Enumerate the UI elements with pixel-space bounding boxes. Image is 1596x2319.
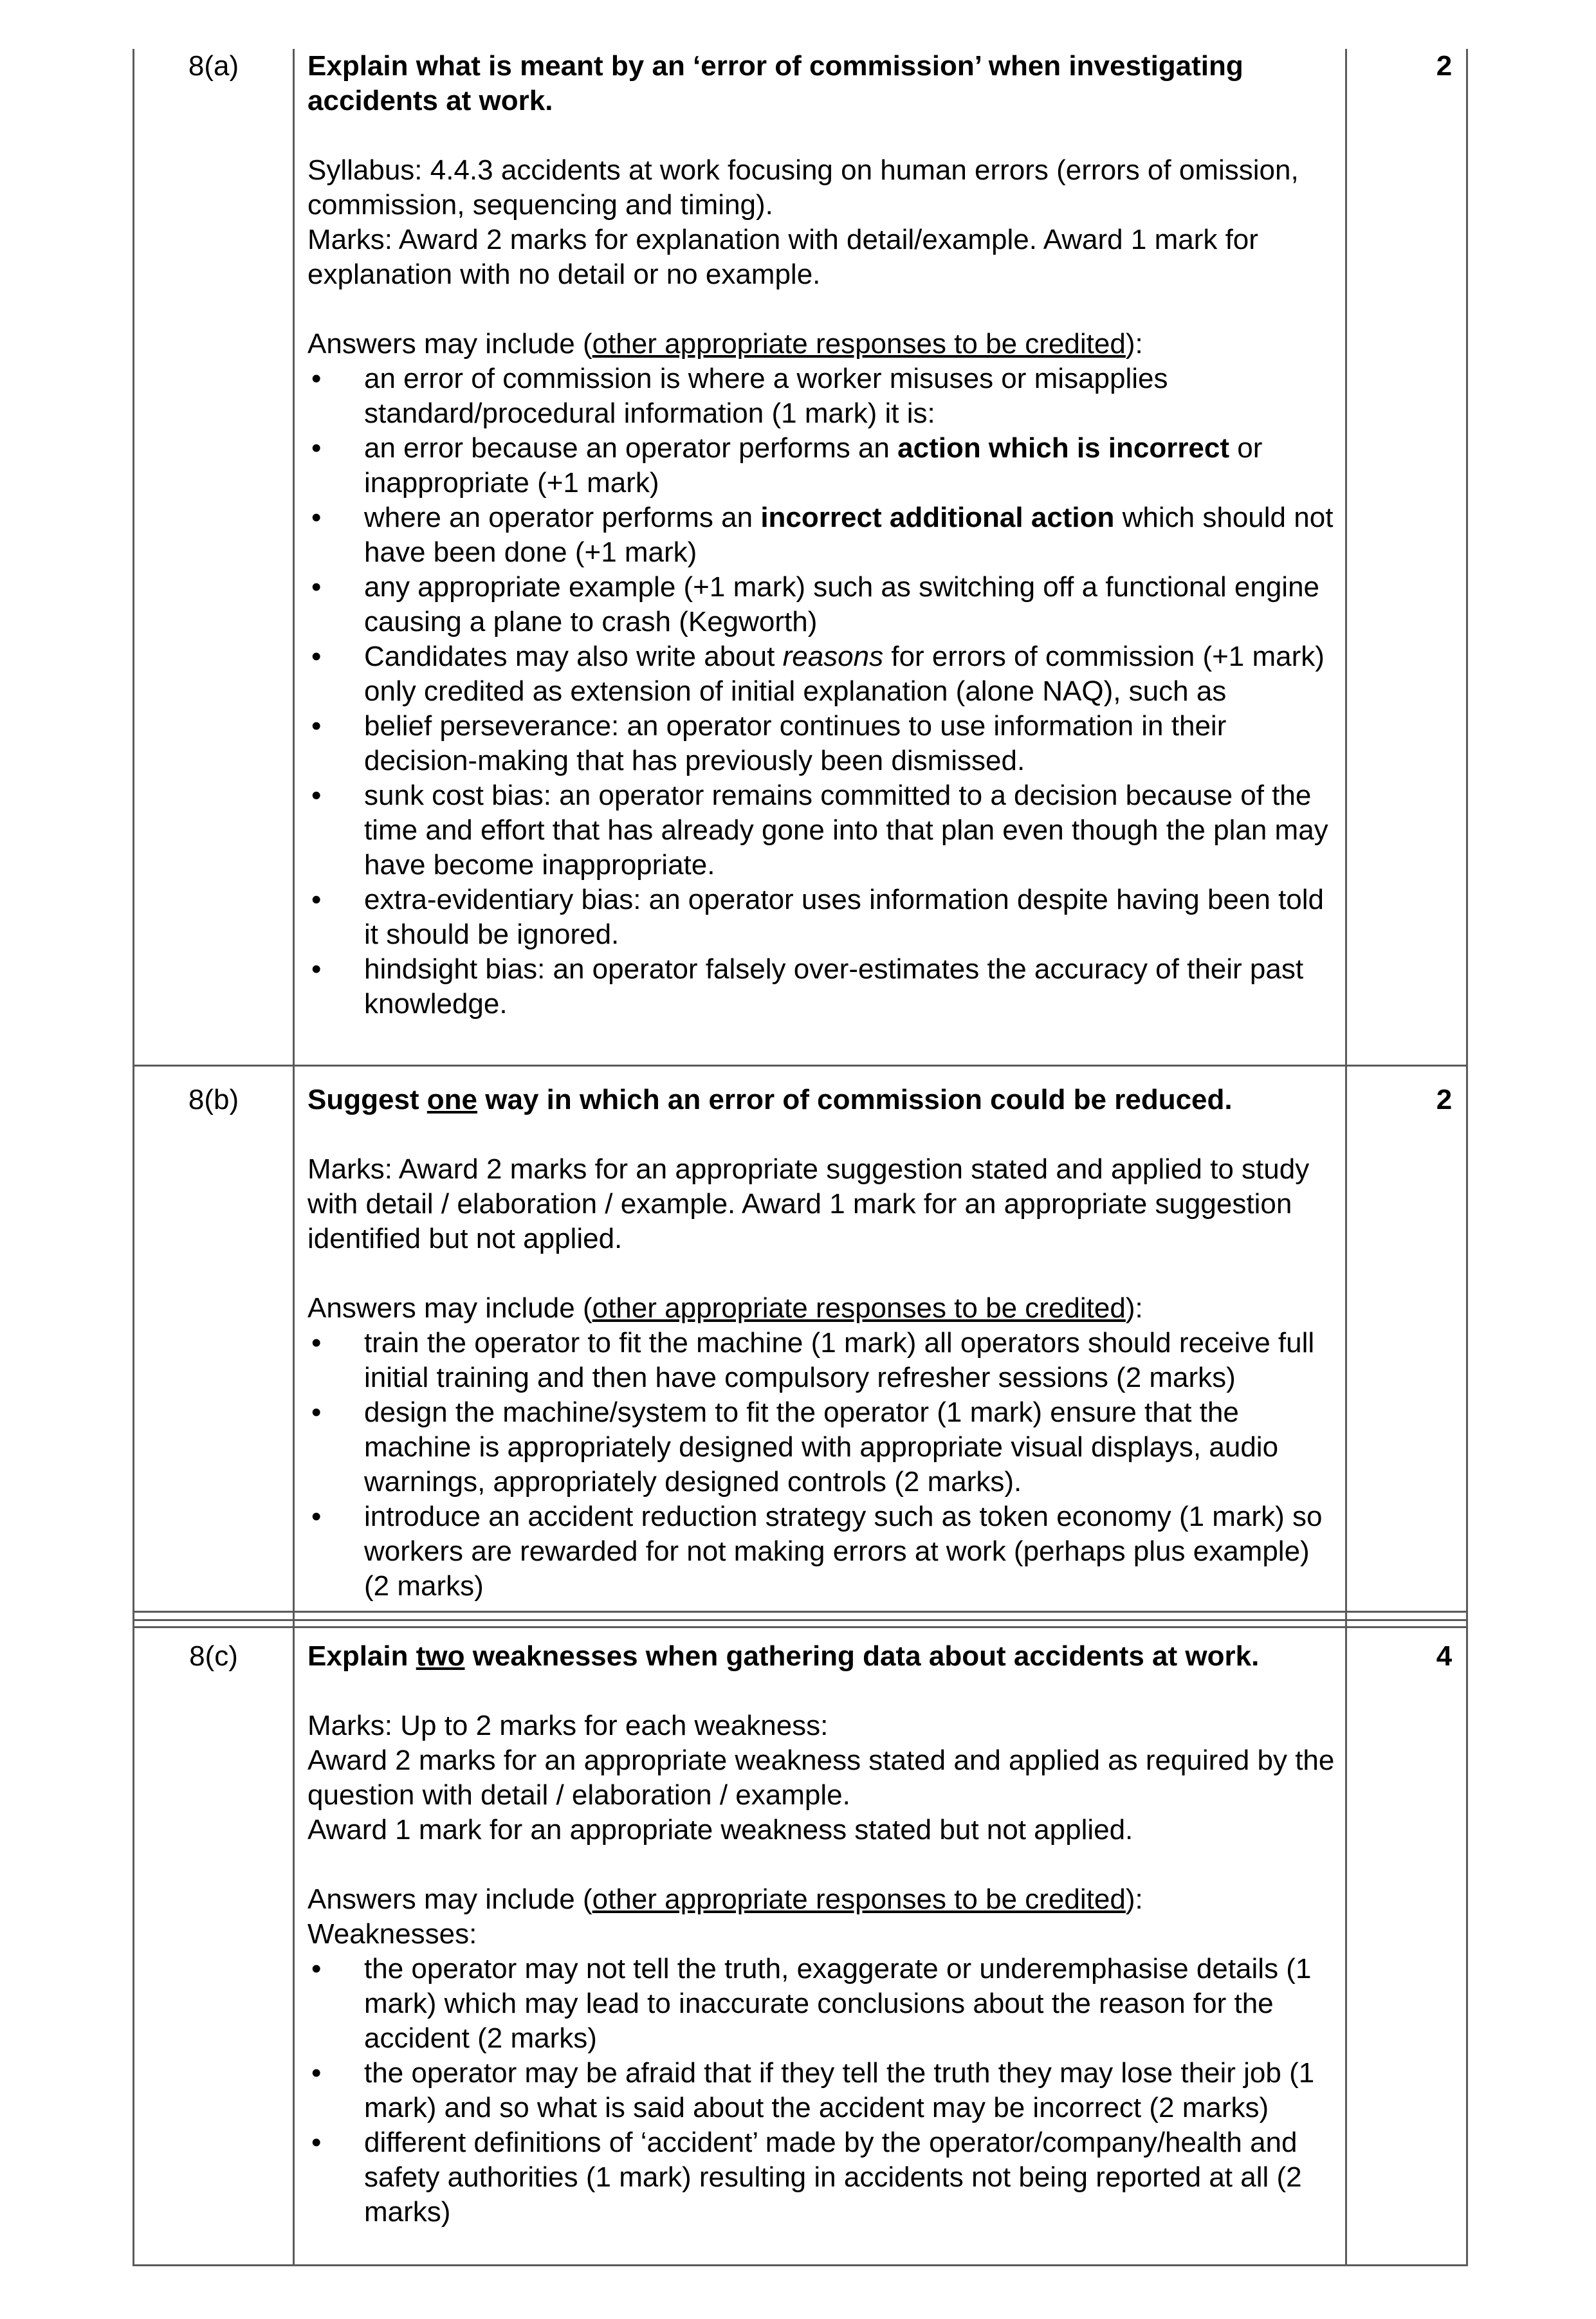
list-item: • any appropriate example (+1 mark) such as switching off a functional engine causing a plane to crash (Kegworth) [311, 571, 1320, 637]
answers-intro: Answers may include (other appropriate responses to be credited): [307, 328, 1143, 360]
row-divider-b-bottom [133, 1619, 1468, 1621]
question-mark-total: 2 [1436, 1084, 1453, 1115]
table-border-left [133, 49, 134, 2266]
list-item: • the operator may be afraid that if they tell the truth they may lose their job (1 mark) and so what is said about the accident may be incorrect (2 marks) [311, 2057, 1315, 2123]
marks-guidance: Award 2 marks for an appropriate weakness stated and applied as required by the question with detail / elaboration / example. [307, 1745, 1335, 1811]
table-border-right [1466, 49, 1468, 2266]
list-item: • different definitions of ‘accident’ made by the operator/company/health and safety authorities (1 mark) resulting in accidents not being reported at all (2 marks) [311, 2127, 1302, 2228]
question-text: Explain what is meant by an ‘error of commission’ when investigating accidents at work. [307, 50, 1243, 116]
answer-list [307, 362, 1337, 1022]
row-divider-c-top [133, 1626, 1468, 1628]
question-number: 8(a) [188, 50, 239, 82]
marks-guidance: Marks: Up to 2 marks for each weakness: [307, 1710, 829, 1741]
row-divider-b-top [133, 1611, 1468, 1613]
question-mark-total: 4 [1436, 1640, 1453, 1672]
marks-guidance: Marks: Award 2 marks for explanation with detail/example. Award 1 mark for explanation with no detail or no example. [307, 224, 1258, 290]
list-item: • the operator may not tell the truth, exaggerate or underemphasise details (1 mark) which may lead to inaccurate conclusions about the reason for the accident (2 marks) [311, 1953, 1312, 2054]
answers-intro: Answers may include (other appropriate responses to be credited): [307, 1884, 1143, 1915]
list-item: • where an operator performs an incorrect additional action which should not have been done (+1 mark) [311, 502, 1334, 568]
question-number: 8(c) [189, 1640, 238, 1672]
list-item: • an error because an operator performs an action which is incorrect or inappropriate (+1 mark) [311, 432, 1263, 499]
list-item: • train the operator to fit the machine (1 mark) all operators should receive full initial training and then have compulsory refresher sessions (2 marks) [311, 1327, 1315, 1393]
answer-list [307, 1952, 1337, 2230]
question-text: Suggest one way in which an error of commission could be reduced. [307, 1084, 1233, 1115]
list-item: • design the machine/system to fit the operator (1 mark) ensure that the machine is appropriately designed with appropriate visual displays, audio warnings, appropriately designed controls (2 marks). [311, 1397, 1279, 1498]
question-cell-8c [307, 1639, 1337, 2230]
list-item: • Candidates may also write about reasons for errors of commission (+1 mark) only credited as extension of initial explanation (alone NAQ), such as [311, 641, 1325, 707]
answer-list [307, 1326, 1337, 1604]
question-cell-8a [307, 49, 1337, 1022]
list-item: • an error of commission is where a worker misuses or misapplies standard/procedural information (1 mark) it is: [311, 363, 1168, 429]
question-cell-8b [307, 1083, 1337, 1604]
question-mark-total: 2 [1436, 50, 1453, 82]
weaknesses-label: Weaknesses: [307, 1918, 477, 1950]
marks-guidance: Marks: Award 2 marks for an appropriate suggestion stated and applied to study with detail / elaboration / example. Award 1 mark for an appropriate suggestion identified but not applied. [307, 1153, 1310, 1254]
table-divider-question [293, 49, 295, 2266]
row-divider-a-b [133, 1065, 1468, 1067]
marks-guidance: Award 1 mark for an appropriate weakness stated but not applied. [307, 1814, 1133, 1846]
question-text: Explain two weaknesses when gathering data about accidents at work. [307, 1640, 1260, 1672]
list-item: • introduce an accident reduction strategy such as token economy (1 mark) so workers are rewarded for not making errors at work (perhaps plus example) (2 marks) [311, 1501, 1323, 1602]
list-item: • extra-evidentiary bias: an operator uses information despite having been told it should be ignored. [311, 884, 1325, 950]
question-number: 8(b) [188, 1084, 239, 1115]
list-item: • belief perseverance: an operator continues to use information in their decision-making that has previously been dismissed. [311, 710, 1227, 776]
syllabus-text: Syllabus: 4.4.3 accidents at work focusing on human errors (errors of omission, commission, sequencing and timing). [307, 154, 1299, 221]
list-item: • hindsight bias: an operator falsely over-estimates the accuracy of their past knowledge. [311, 953, 1304, 1020]
table-divider-marks [1345, 49, 1347, 2266]
list-item: • sunk cost bias: an operator remains committed to a decision because of the time and effort that has already gone into that plan even though the plan may have become inappropriate. [311, 780, 1328, 881]
table-border-bottom [133, 2264, 1468, 2266]
answers-intro: Answers may include (other appropriate responses to be credited): [307, 1292, 1143, 1324]
